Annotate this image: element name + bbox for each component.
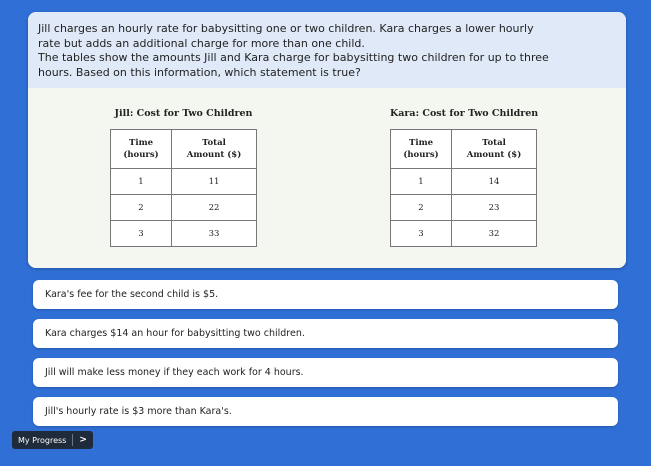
table-row bbox=[391, 221, 537, 247]
table-row bbox=[111, 169, 257, 195]
time-cell: 1 bbox=[391, 169, 452, 195]
total-header: Total Amount ($) bbox=[452, 130, 537, 169]
time-cell: 3 bbox=[391, 221, 452, 247]
answer-choice-1[interactable]: Kara's fee for the second child is $5. bbox=[33, 280, 618, 309]
tables-area bbox=[28, 88, 626, 268]
time-header: Time (hours) bbox=[111, 130, 172, 169]
table-row bbox=[391, 169, 537, 195]
kara-cost-table bbox=[390, 129, 537, 247]
table-row bbox=[391, 195, 537, 221]
amount-cell: 32 bbox=[452, 221, 537, 247]
answer-choices bbox=[33, 280, 618, 436]
total-header: Total Amount ($) bbox=[172, 130, 257, 169]
question-line: Jill charges an hourly rate for babysitting one or two children. Kara charges a lower hourly bbox=[38, 22, 534, 35]
question-prompt bbox=[28, 12, 626, 88]
jill-table-block bbox=[110, 108, 257, 247]
time-header: Time (hours) bbox=[391, 130, 452, 169]
answer-choice-4[interactable]: Jill's hourly rate is $3 more than Kara's. bbox=[33, 397, 618, 426]
amount-cell: 33 bbox=[172, 221, 257, 247]
time-cell: 2 bbox=[391, 195, 452, 221]
kara-table-title: Kara: Cost for Two Children bbox=[390, 108, 539, 119]
time-cell: 2 bbox=[111, 195, 172, 221]
time-cell: 3 bbox=[111, 221, 172, 247]
table-row bbox=[111, 195, 257, 221]
kara-table-block bbox=[390, 108, 538, 247]
amount-cell: 22 bbox=[172, 195, 257, 221]
my-progress-button[interactable] bbox=[12, 431, 93, 449]
amount-cell: 23 bbox=[452, 195, 537, 221]
question-card bbox=[28, 12, 626, 268]
table-row bbox=[111, 221, 257, 247]
question-line: The tables show the amounts Jill and Kara charge for babysitting two children for up to three bbox=[38, 51, 549, 65]
divider bbox=[72, 434, 73, 446]
jill-table-title: Jill: Cost for Two Children bbox=[114, 108, 253, 119]
my-progress-label: My Progress bbox=[18, 435, 67, 445]
table-header-row bbox=[111, 130, 257, 169]
answer-choice-2[interactable]: Kara charges $14 an hour for babysitting two children. bbox=[33, 319, 618, 348]
jill-cost-table bbox=[110, 129, 257, 247]
answer-choice-3[interactable]: Jill will make less money if they each work for 4 hours. bbox=[33, 358, 618, 387]
amount-cell: 11 bbox=[172, 169, 257, 195]
table-header-row bbox=[391, 130, 537, 169]
time-cell: 1 bbox=[111, 169, 172, 195]
question-line: rate but adds an additional charge for more than one child. bbox=[38, 36, 365, 50]
chevron-right-icon: > bbox=[79, 435, 87, 445]
amount-cell: 14 bbox=[452, 169, 537, 195]
question-line: hours. Based on this information, which statement is true? bbox=[38, 65, 361, 79]
